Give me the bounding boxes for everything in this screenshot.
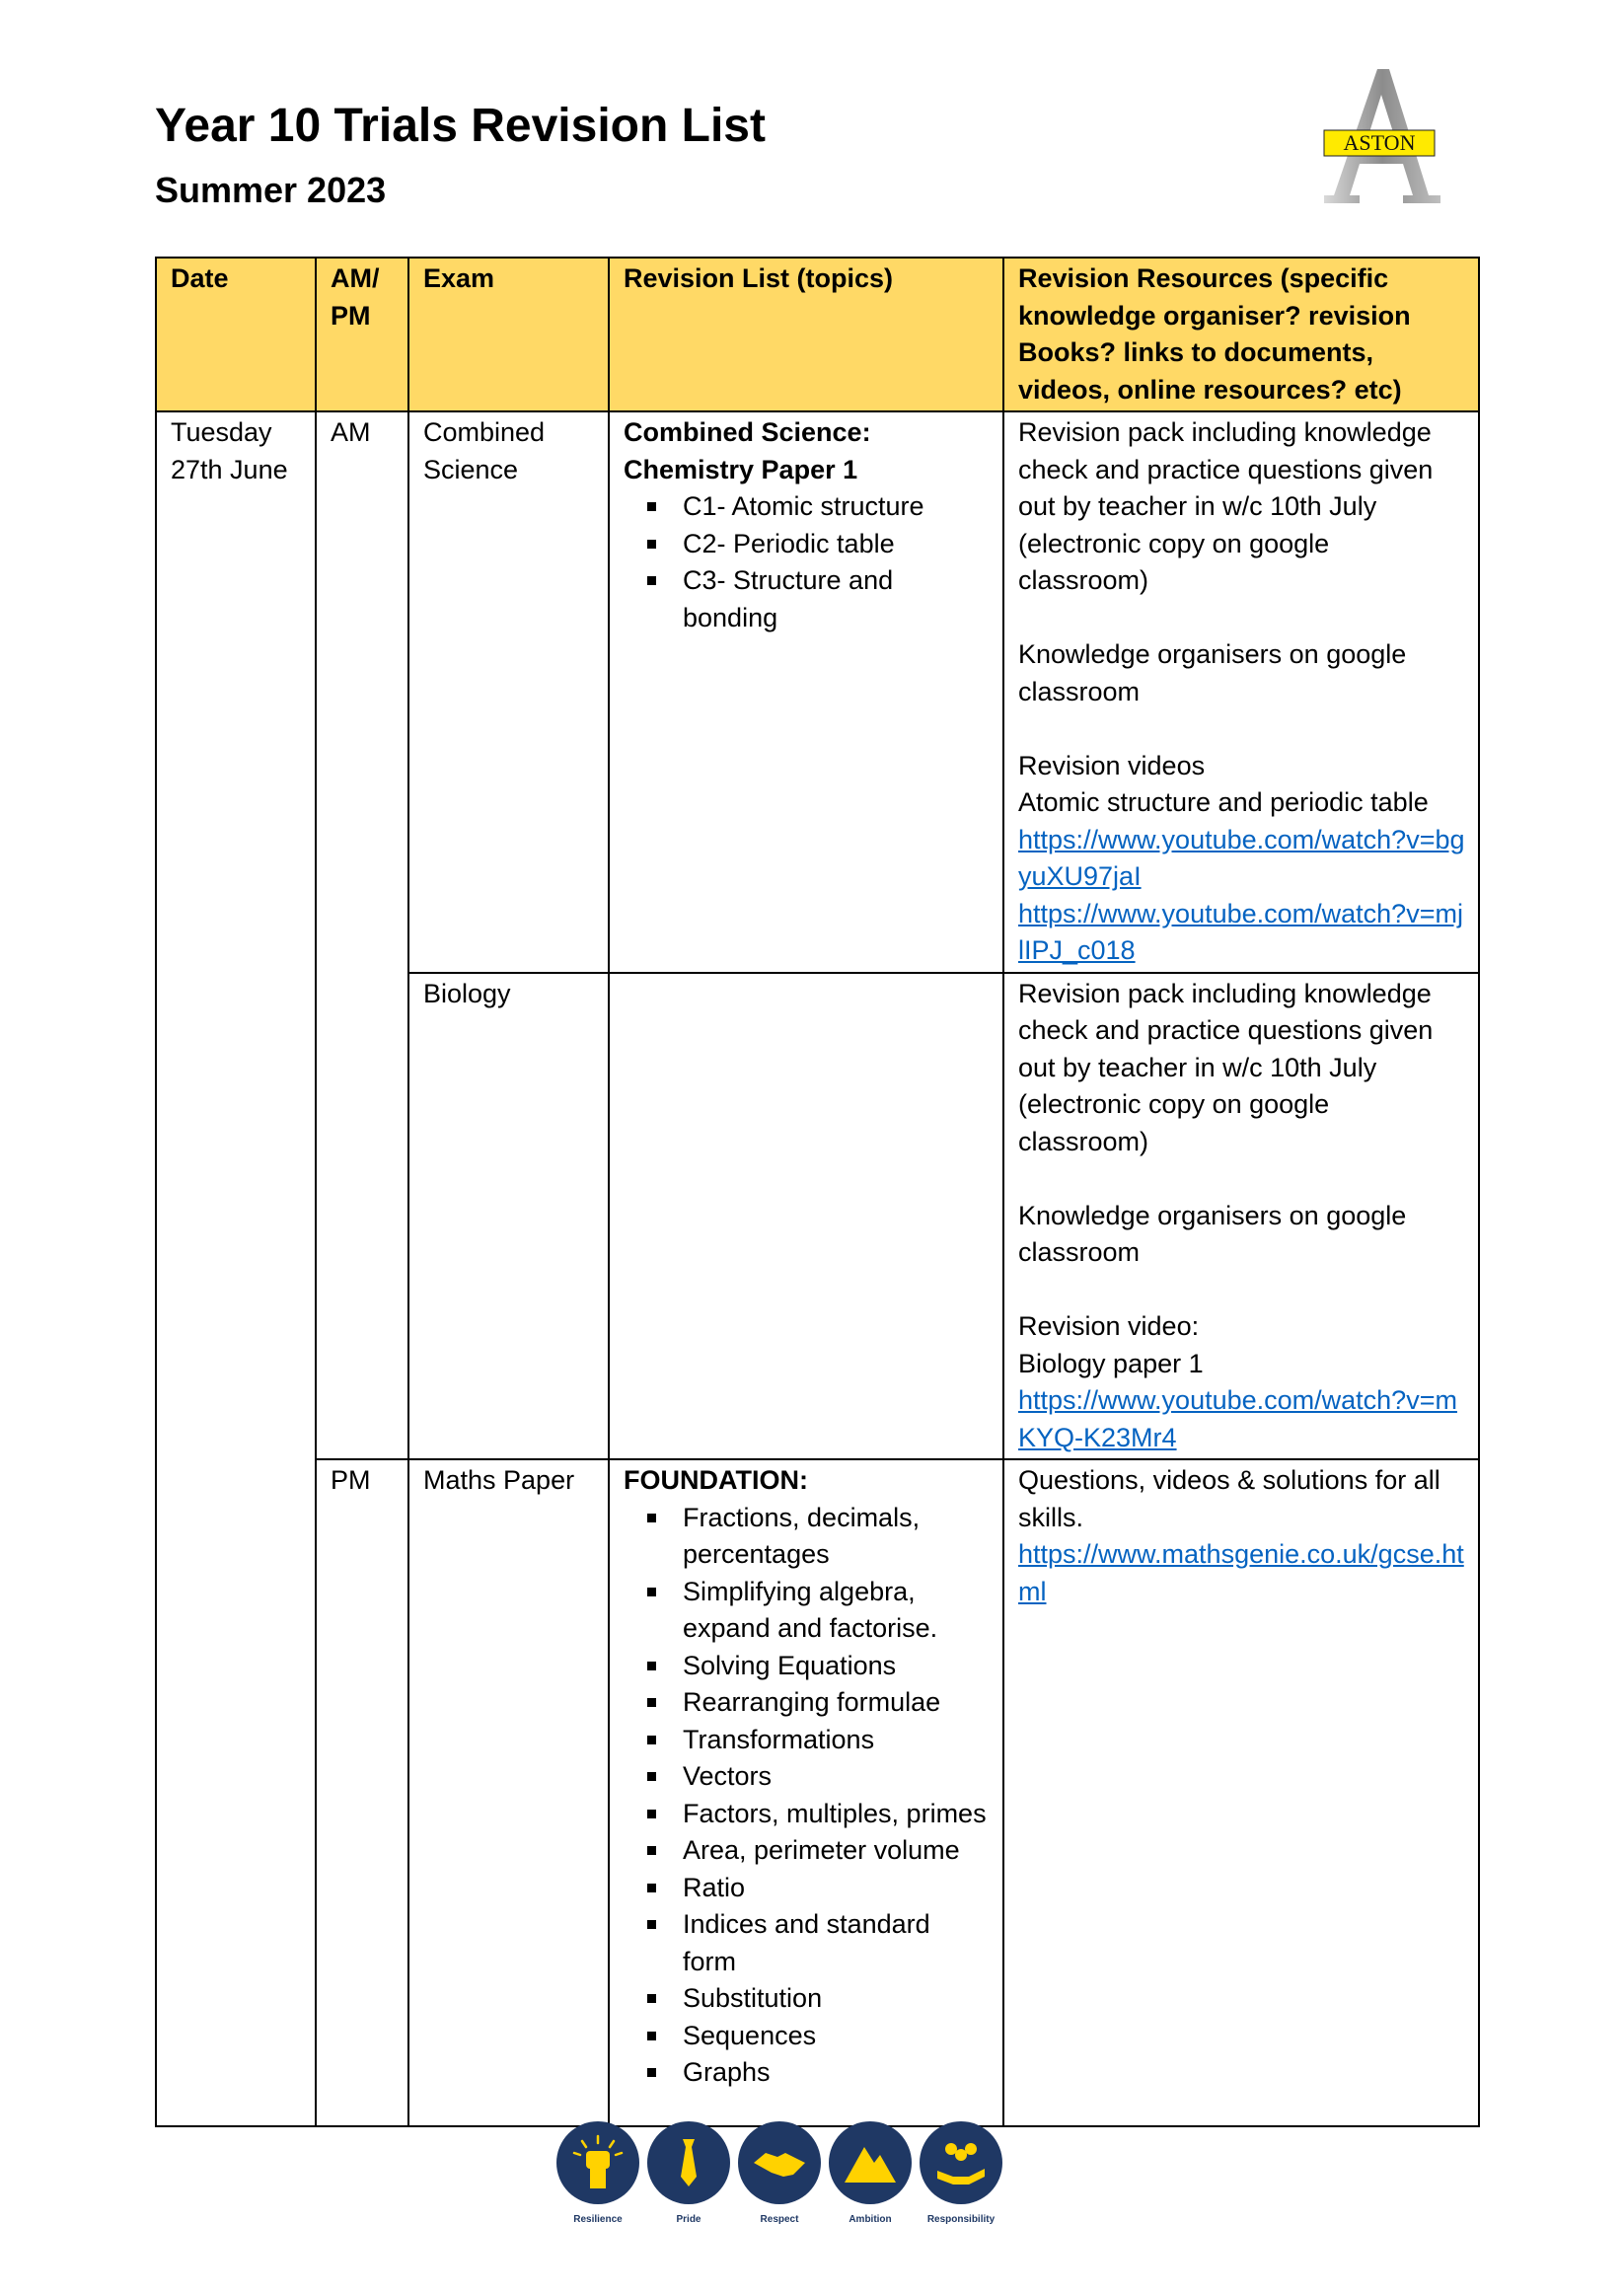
exam-cell: Combined Science [408, 411, 609, 973]
col-header-exam: Exam [408, 258, 609, 411]
topic-list [624, 488, 991, 636]
list-item: Ratio [683, 1870, 991, 1907]
topics-cell [609, 973, 1003, 1460]
list-item: C3- Structure and bonding [683, 562, 991, 636]
table-header-row [156, 258, 1479, 411]
value-ambition [825, 2121, 916, 2225]
list-item: Solving Equations [683, 1648, 991, 1685]
video-link[interactable]: https://www.youtube.com/watch?v=mKYQ-K23Mr4 [1018, 1385, 1457, 1452]
resource-text: Revision video: [1018, 1311, 1200, 1341]
handshake-icon [750, 2133, 809, 2192]
col-header-am-pm: AM/ PM [316, 258, 408, 411]
list-item: Graphs [683, 2054, 991, 2092]
value-label: Resilience [573, 2214, 623, 2225]
list-item: C1- Atomic structure [683, 488, 991, 526]
list-item: Indices and standard form [683, 1906, 991, 1980]
value-responsibility [916, 2121, 1006, 2225]
col-header-date: Date [156, 258, 316, 411]
resource-text: Questions, videos & solutions for all skills. [1018, 1465, 1440, 1532]
page-title: Year 10 Trials Revision List [155, 100, 766, 152]
list-item: Fractions, decimals, percentages [683, 1500, 991, 1574]
pm-cell: PM [316, 1459, 408, 2126]
table-row-maths [156, 1459, 1479, 2126]
resources-cell [1003, 411, 1479, 973]
list-item: Vectors [683, 1758, 991, 1796]
value-label: Pride [676, 2214, 701, 2225]
resources-cell [1003, 973, 1479, 1460]
list-item: Rearranging formulae [683, 1684, 991, 1722]
table-row-combined-science [156, 411, 1479, 973]
list-item: Transformations [683, 1722, 991, 1759]
resource-text: Atomic structure and periodic table [1018, 787, 1429, 817]
resource-text: Knowledge organisers on google classroom [1018, 639, 1407, 706]
raised-fist-icon [568, 2133, 627, 2192]
page-subtitle: Summer 2023 [155, 170, 387, 210]
topics-cell [609, 1459, 1003, 2126]
value-pride [643, 2121, 734, 2225]
value-resilience [553, 2121, 643, 2225]
am-cell: AM [316, 411, 408, 1459]
value-label: Ambition [849, 2214, 892, 2225]
mountain-icon [841, 2133, 900, 2192]
tie-icon [659, 2133, 718, 2192]
resource-text: Biology paper 1 [1018, 1348, 1204, 1378]
date-cell: Tuesday 27th June [156, 411, 316, 2126]
exam-cell: Biology [408, 973, 609, 1460]
list-item: Simplifying algebra, expand and factorise. [683, 1574, 991, 1648]
list-item: Area, perimeter volume [683, 1832, 991, 1870]
list-item: Factors, multiples, primes [683, 1796, 991, 1833]
video-link[interactable]: https://www.youtube.com/watch?v=mjlIPJ_c018 [1018, 898, 1463, 965]
col-header-resources: Revision Resources (specific knowledge organiser? revision Books? links to documents, videos, online resources? etc) [1003, 258, 1479, 411]
aston-logo [1320, 69, 1442, 207]
svg-text:ASTON: ASTON [1343, 130, 1416, 155]
resource-text: Revision pack including knowledge check and practice questions given out by teacher in w/c 10th July (electronic copy on google classroom) [1018, 417, 1434, 595]
topics-heading: FOUNDATION: [624, 1465, 808, 1495]
value-respect [734, 2121, 825, 2225]
list-item: Substitution [683, 1980, 991, 2018]
school-values-footer [553, 2121, 1006, 2240]
resources-cell [1003, 1459, 1479, 2126]
topics-cell [609, 411, 1003, 973]
topic-list [624, 1500, 991, 2092]
list-item: Sequences [683, 2018, 991, 2055]
topics-heading: Combined Science: Chemistry Paper 1 [624, 417, 871, 484]
list-item: C2- Periodic table [683, 526, 991, 563]
value-label: Respect [760, 2214, 799, 2225]
people-in-hand-icon [931, 2133, 991, 2192]
video-link[interactable]: https://www.youtube.com/watch?v=bgyuXU97jaI [1018, 824, 1465, 891]
revision-table [155, 257, 1480, 2127]
resource-text: Knowledge organisers on google classroom [1018, 1200, 1407, 1267]
maths-genie-link[interactable]: https://www.mathsgenie.co.uk/gcse.html [1018, 1539, 1464, 1606]
exam-cell: Maths Paper [408, 1459, 609, 2126]
resource-text: Revision pack including knowledge check and practice questions given out by teacher in w/c 10th July (electronic copy on google classroom) [1018, 978, 1434, 1156]
resource-text: Revision videos [1018, 750, 1206, 780]
col-header-topics: Revision List (topics) [609, 258, 1003, 411]
value-label: Responsibility [926, 2214, 996, 2225]
